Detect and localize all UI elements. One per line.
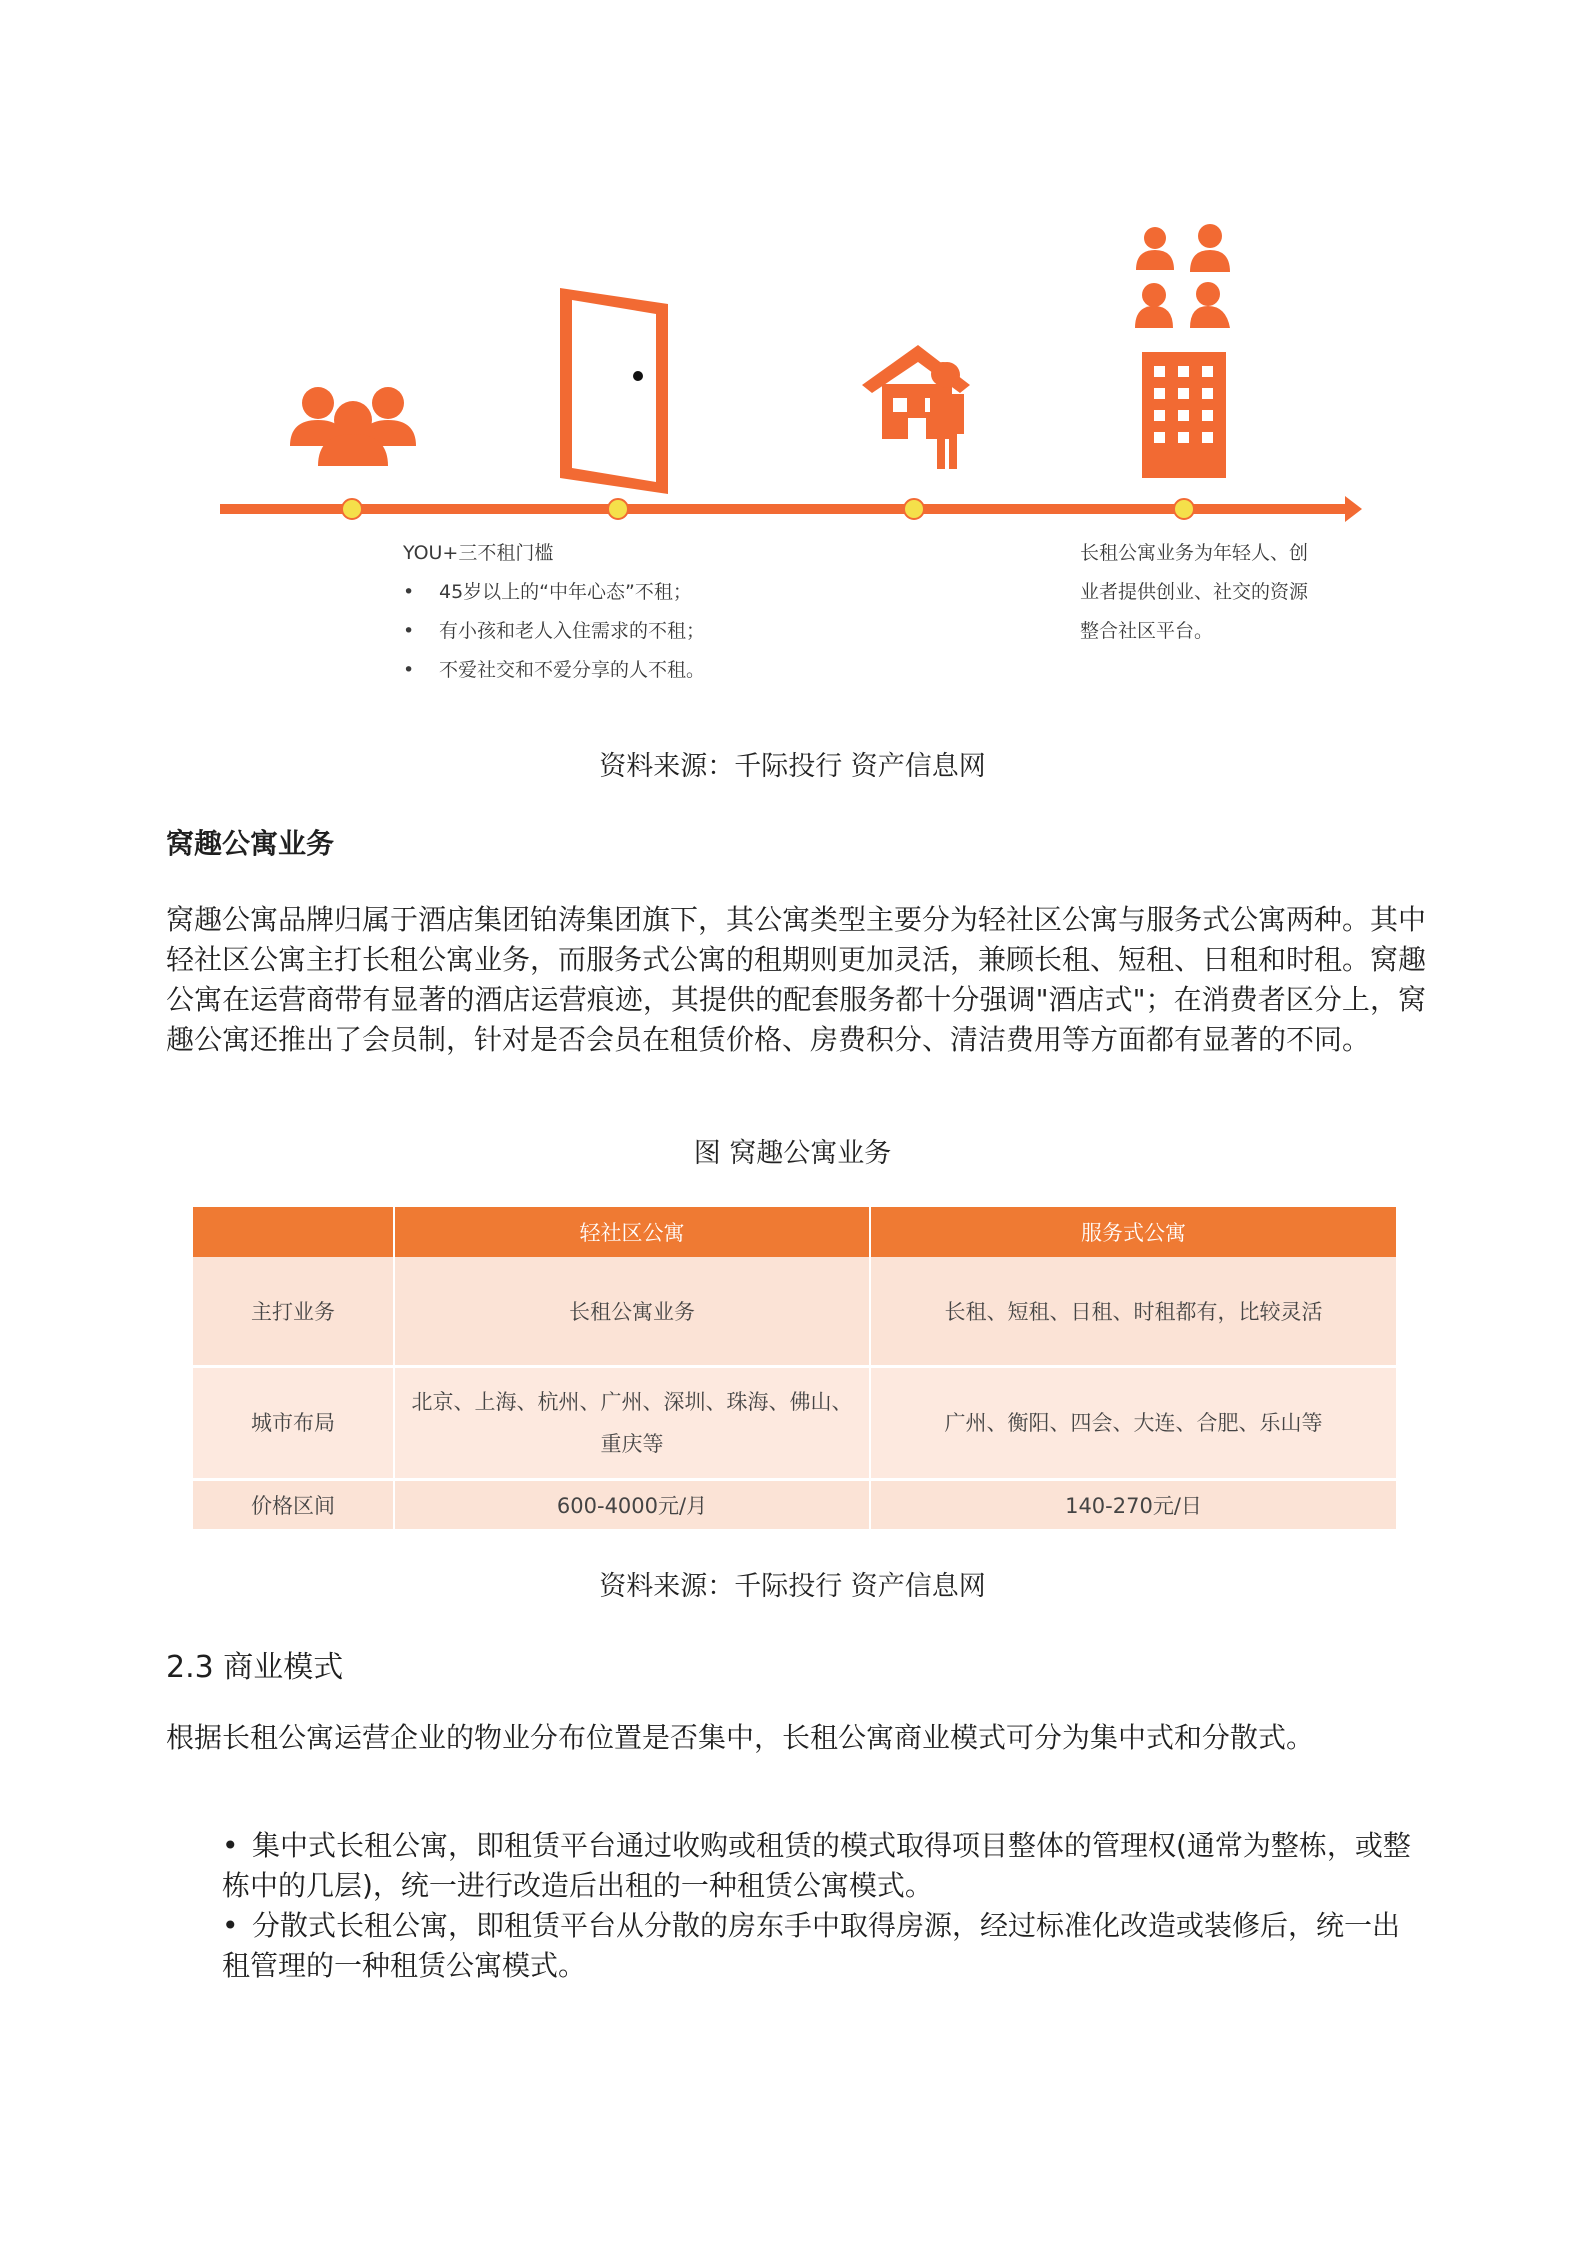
section-title: 窝趣公寓业务: [166, 827, 335, 860]
table-cell: 长租公寓业务: [394, 1257, 870, 1367]
left-note: [403, 534, 823, 690]
building-icon: [1142, 352, 1226, 478]
bullet-item: [222, 1906, 1422, 1986]
bullet-dot: •: [222, 1909, 239, 1942]
left-note-title: YOU+三不租门槛: [403, 542, 554, 564]
young-person-icon: [930, 362, 964, 469]
left-note-item: • 有小孩和老人入住需求的不租；: [403, 612, 823, 651]
bullet-list: [222, 1826, 1422, 1986]
table-header-cell: [193, 1207, 394, 1257]
table-row: [193, 1367, 1397, 1480]
community-people-icon: [1135, 224, 1230, 328]
business-table: [193, 1207, 1398, 1532]
left-note-item: • 45岁以上的“中年心态”不租；: [403, 573, 823, 612]
door-icon: [560, 288, 668, 494]
timeline-dot: [904, 499, 924, 519]
right-note-line: 业者提供创业、社交的资源: [1080, 581, 1309, 603]
right-note: [1080, 534, 1380, 651]
row-label: 主打业务: [193, 1257, 394, 1367]
bullet-text: 集中式长租公寓，即租赁平台通过收购或租赁的模式取得项目整体的管理权(通常为整栋，或整栋中的几层)，统一进行改造后出租的一种租赁公寓模式。: [222, 1829, 1411, 1902]
table-row: [193, 1257, 1397, 1367]
table-header-cell: 服务式公寓: [870, 1207, 1397, 1257]
timeline-dot: [342, 499, 362, 519]
bullet-item: [222, 1826, 1422, 1906]
figure1-caption: 资料来源：千际投行 资产信息网: [599, 751, 986, 782]
people-group-icon: [290, 387, 416, 466]
table-header-cell: 轻社区公寓: [394, 1207, 870, 1257]
bullet-dot: •: [222, 1829, 239, 1862]
left-note-item: • 不爱社交和不爱分享的人不租。: [403, 651, 823, 690]
section-paragraph: 窝趣公寓品牌归属于酒店集团铂涛集团旗下，其公寓类型主要分为轻社区公寓与服务式公寓两种。其中轻社区公寓主打长租公寓业务，而服务式公寓的租期则更加灵活，兼顾长租、短租、日租和时租。窝趣公寓在运营商带有显著的酒店运营痕迹，其提供的配套服务都十分强调"酒店式"；在消费者区分上，窝趣公寓还推出了会员制，针对是否会员在租赁价格、房费积分、清洁费用等方面都有显著的不同。: [166, 903, 1427, 1056]
table-cell: 长租、短租、日租、时租都有，比较灵活: [870, 1257, 1397, 1367]
table-cell: 600-4000元/月: [394, 1480, 870, 1531]
table-cell: 广州、衡阳、四会、大连、合肥、乐山等: [870, 1367, 1397, 1480]
figure2-title: 图 窝趣公寓业务: [693, 1138, 892, 1169]
section2-paragraph: 根据长租公寓运营企业的物业分布位置是否集中，长租公寓商业模式可分为集中式和分散式。: [166, 1721, 1315, 1754]
right-note-line: 长租公寓业务为年轻人、创: [1080, 542, 1309, 564]
timeline-dot: [608, 499, 628, 519]
table-cell: 140-270元/日: [870, 1480, 1397, 1531]
bullet-text: 分散式长租公寓，即租赁平台从分散的房东手中取得房源，经过标准化改造或装修后，统一出租管理的一种租赁公寓模式。: [222, 1909, 1401, 1982]
table-row: [193, 1480, 1397, 1531]
timeline-dot: [1174, 499, 1194, 519]
table-caption: 资料来源：千际投行 资产信息网: [599, 1571, 986, 1602]
table-cell: 北京、上海、杭州、广州、深圳、珠海、佛山、重庆等: [394, 1367, 870, 1480]
section2-title: 2.3 商业模式: [166, 1650, 344, 1685]
right-note-line: 整合社区平台。: [1080, 620, 1214, 642]
row-label: 价格区间: [193, 1480, 394, 1531]
row-label: 城市布局: [193, 1367, 394, 1480]
